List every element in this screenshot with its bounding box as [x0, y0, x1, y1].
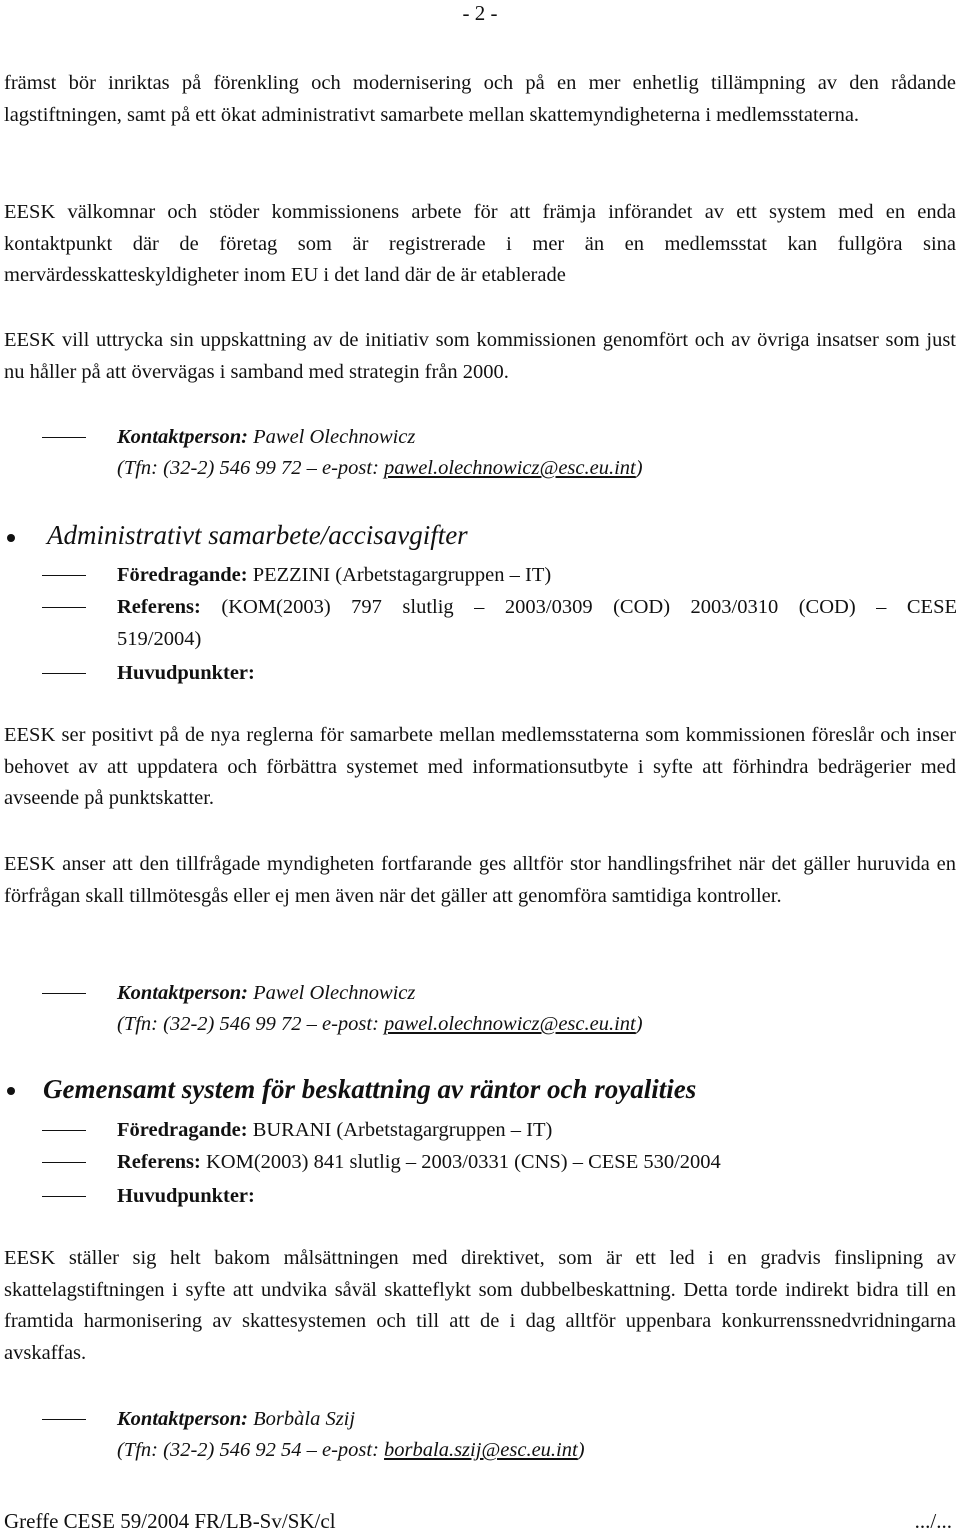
contact-person-line	[117, 422, 415, 452]
dash-marker	[42, 1162, 86, 1163]
section-heading-administrative-cooperation: Administrativt samarbete/accisavgifter	[47, 520, 468, 550]
dash-marker	[42, 1196, 86, 1197]
reference-line: Referens: KOM(2003) 841 slutlig – 2003/0331 (CNS) – CESE 530/2004	[117, 1151, 721, 1173]
bullet-icon	[7, 1087, 15, 1095]
dash-marker	[42, 1419, 86, 1420]
contact-email-link[interactable]: pawel.olechnowicz@esc.eu.int	[384, 457, 636, 479]
contact-label: Kontaktperson:	[117, 426, 248, 448]
paragraph-directive-support: EESK ställer sig helt bakom målsättningen med direktivet, som är ett led i en gradvis finslipning av skattelagstiftningen i syfte att undvika såväl skatteflykt som dubbelbeskattning. Detta torde indirekt bidra till en framtida harmonisering av skattesystemen och till att de i dag alltför uppenbara konkurrenssnedvridningarna avskaffas.	[4, 1247, 956, 1364]
bullet-icon	[7, 534, 15, 542]
page-footer	[4, 1508, 956, 1534]
rapporteur-line: Föredragande: PEZZINI (Arbetstagargruppen – IT)	[117, 564, 552, 586]
footer-reference: Greffe CESE 59/2004 FR/LB-Sv/SK/cl	[4, 1509, 336, 1533]
contact-email-link[interactable]: pawel.olechnowicz@esc.eu.int	[384, 1013, 636, 1035]
contact-person-line: Kontaktperson: Borbàla Szij	[117, 1408, 356, 1430]
page-number: - 2 -	[462, 1, 498, 25]
contact-phone-line: (Tfn: (32-2) 546 99 72 – e-post: pawel.olechnowicz@esc.eu.int)	[117, 1013, 643, 1035]
contact-phone-line: (Tfn: (32-2) 546 99 72 – e-post: pawel.olechnowicz@esc.eu.int)	[117, 457, 643, 479]
dash-marker	[42, 575, 86, 576]
contact-name: Pawel Olechnowicz	[253, 426, 416, 448]
paragraph-new-rules: EESK ser positivt på de nya reglerna för samarbete mellan medlemsstaterna som kommissionen föreslår och inser behovet av att uppdatera och förbättra systemet med informationsutbyte i syfte att förhindra bedrägerier med avseende på punktskatter.	[4, 724, 956, 809]
dash-marker	[42, 1130, 86, 1131]
paragraph-single-contact-point: EESK välkomnar och stöder kommissionens arbete för att främja införandet av ett system med en enda kontaktpunkt där de företag som är registrerade i mer än en medlemsstat kan fullgöra sina mervärdesskatteskyldigheter inom EU i det land där de är etablerade	[4, 201, 956, 286]
section-heading-interest-royalties: Gemensamt system för beskattning av räntor och royalities	[43, 1074, 697, 1104]
paragraph-appreciation: EESK vill uttrycka sin uppskattning av de initiativ som kommissionen genomfört och av övriga insatser som just nu håller på att övervägas i samband med strategin från 2000.	[4, 329, 956, 383]
contact-phone: (Tfn: (32-2) 546 99 72 – e-post:	[117, 457, 385, 479]
reference-continuation: 519/2004)	[117, 628, 202, 650]
rapporteur-line: Föredragande: BURANI (Arbetstagargruppen – IT)	[117, 1119, 553, 1141]
intro-paragraph: främst bör inriktas på förenkling och modernisering och på en mer enhetlig tillämpning av den rådande lagstiftningen, samt på ett ökat administrativt samarbete mellan skattemyndigheterna i medlemsstaterna.	[4, 72, 956, 126]
contact-email-link[interactable]: borbala.szij@esc.eu.int	[384, 1439, 578, 1461]
dash-marker	[42, 607, 86, 608]
contact-phone-line: (Tfn: (32-2) 546 92 54 – e-post: borbala.szij@esc.eu.int)	[117, 1439, 585, 1461]
dash-marker	[42, 437, 86, 438]
contact-person-line: Kontaktperson: Pawel Olechnowicz	[117, 982, 416, 1004]
key-points-label: Huvudpunkter:	[117, 1185, 255, 1207]
paragraph-requested-authority: EESK anser att den tillfrågade myndigheten fortfarande ges alltför stor handlingsfrihet när det gäller huruvida en förfrågan skall tillmötesgås eller ej men även när det gäller att genomföra samtidiga kontroller.	[4, 853, 956, 907]
dash-marker	[42, 993, 86, 994]
dash-marker	[42, 673, 86, 674]
footer-continuation: .../...	[914, 1509, 952, 1533]
key-points-label: Huvudpunkter:	[117, 662, 255, 684]
reference-line: Referens: (KOM(2003) 797 slutlig – 2003/0309 (COD) 2003/0310 (COD) – CESE	[117, 596, 957, 618]
